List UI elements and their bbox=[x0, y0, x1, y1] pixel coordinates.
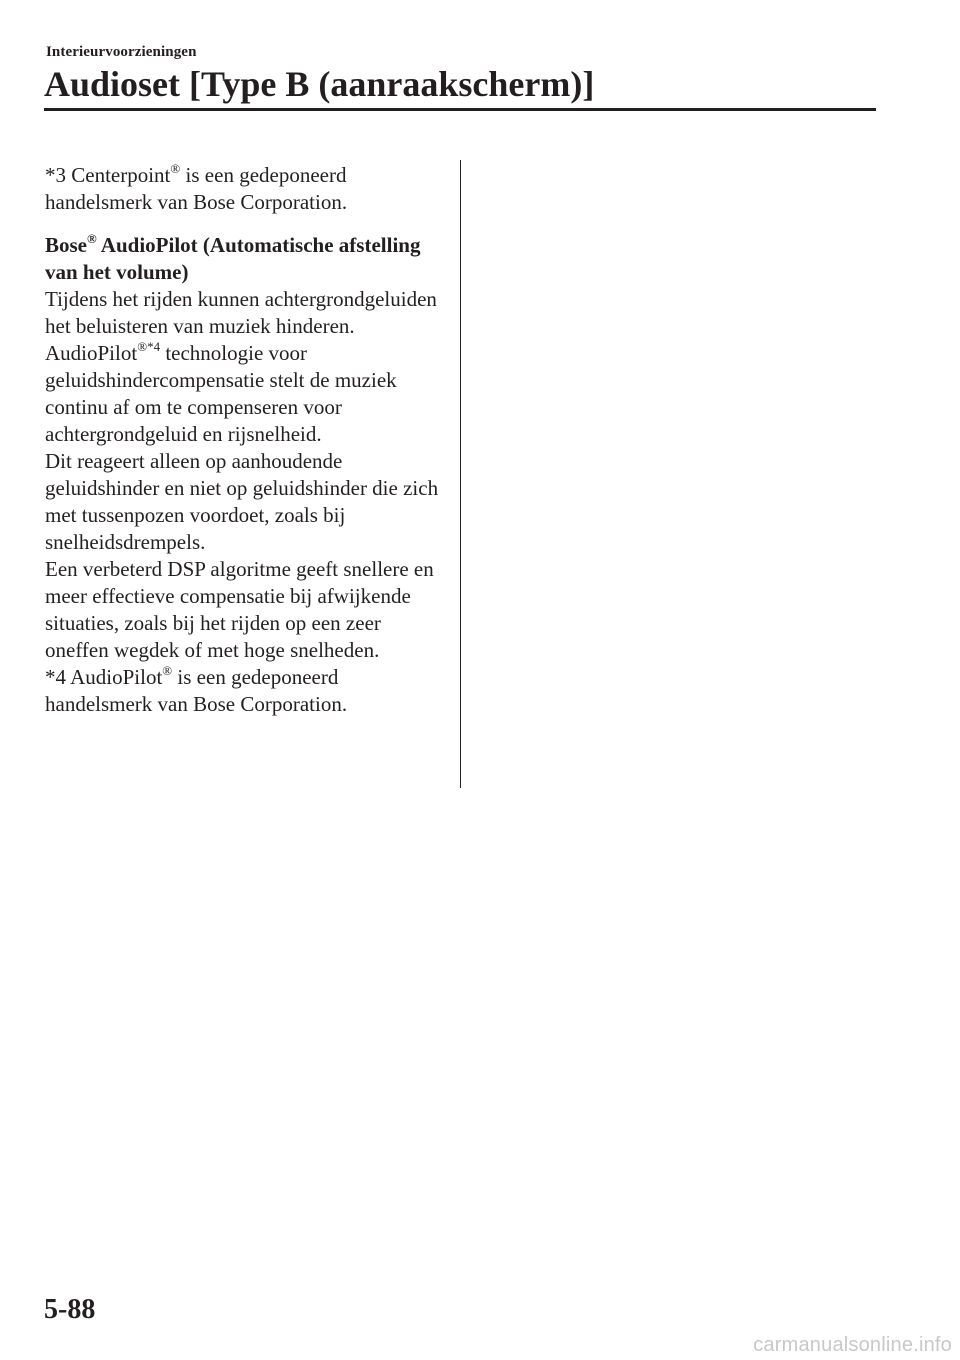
paragraph-4: Een verbeterd DSP algoritme geeft snellere en meer effectieve compensatie bij afwijkende situaties, zoals bij het rijden op een zeer oneffen wegdek of met hoge snelheden. bbox=[45, 557, 434, 662]
paragraph-1: Tijdens het rijden kunnen achtergrondgeluiden het beluisteren van muziek hinderen. bbox=[45, 287, 437, 338]
watermark: carmanualsonline.info bbox=[753, 1334, 952, 1356]
section-heading bbox=[45, 232, 445, 286]
footnote-4-text: is een gedeponeerd handelsmerk van Bose Corporation. bbox=[45, 665, 348, 716]
heading-text: AudioPilot (Automatische afstelling van het volume) bbox=[45, 233, 421, 284]
paragraph-2 bbox=[45, 340, 445, 448]
registered-mark: ® bbox=[162, 663, 173, 678]
footnote-3-lead: *3 Centerpoint bbox=[45, 163, 171, 187]
chapter-title: Audioset [Type B (aanraakscherm)] bbox=[44, 64, 595, 104]
paragraph-3: Dit reageert alleen op aanhoudende geluidshinder en niet op geluidshinder die zich met tussenpozen voordoet, zoals bij snelheidsdrempels. bbox=[45, 449, 439, 554]
heading-lead: Bose bbox=[45, 233, 87, 257]
footnote-4-lead: *4 AudioPilot bbox=[45, 665, 163, 689]
footnote-3-text: is een gedeponeerd handelsmerk van Bose Corporation. bbox=[45, 163, 348, 214]
section-label: Interieurvoorzieningen bbox=[46, 44, 197, 60]
registered-mark: ® bbox=[170, 161, 181, 176]
page-number: 5-88 bbox=[44, 1294, 96, 1325]
registered-mark: ® bbox=[87, 231, 97, 246]
paragraph-2-lead: AudioPilot bbox=[45, 341, 138, 365]
header-rule bbox=[44, 108, 876, 111]
registered-footnote-mark: ®*4 bbox=[137, 339, 161, 354]
column-divider bbox=[460, 160, 461, 788]
footnote-3 bbox=[45, 162, 445, 216]
footnote-4 bbox=[45, 664, 445, 718]
left-column bbox=[45, 162, 445, 718]
paragraph-2-text: technologie voor geluidshindercompensatie stelt de muziek continu af om te compenseren voor achtergrondgeluid en rijsnelheid. bbox=[45, 341, 397, 446]
